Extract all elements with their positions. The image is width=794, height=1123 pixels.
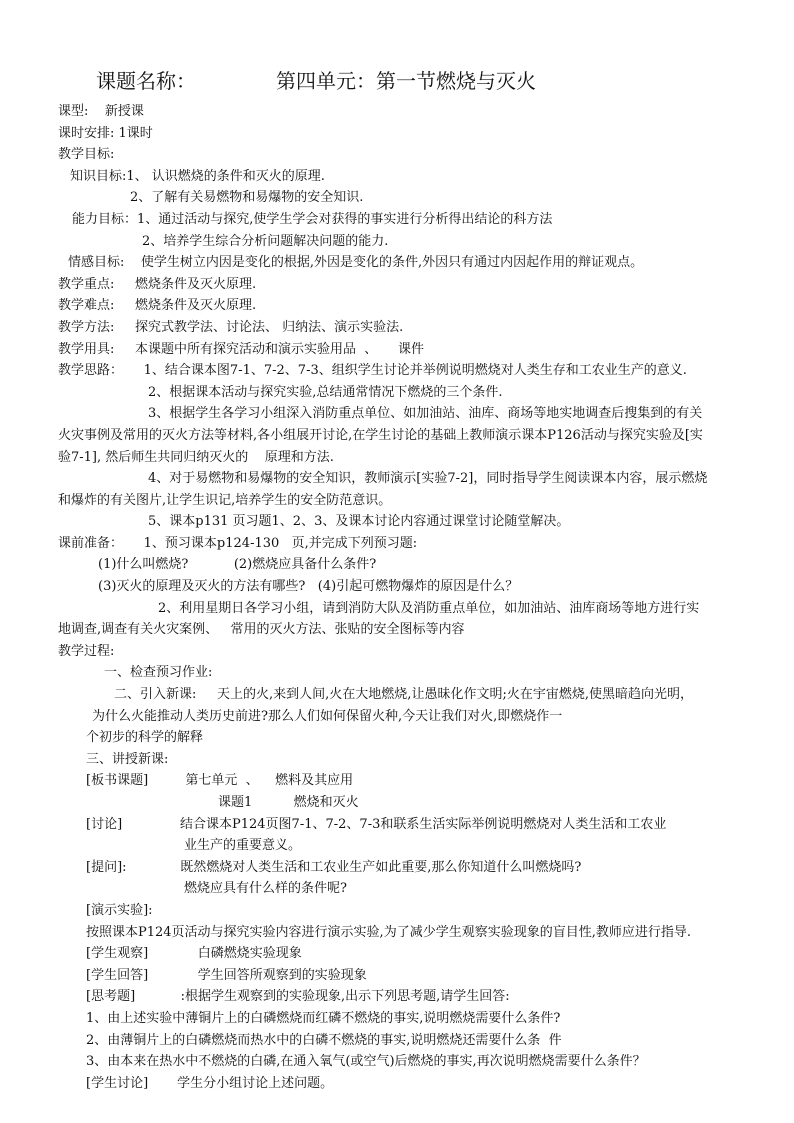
text-line: [学生回答] 学生回答所观察到的实验现象: [86, 967, 367, 983]
text-line: 一、检查预习作业:: [104, 665, 213, 681]
text-line: 2、根据课本活动与探究实验,总结通常情况下燃烧的三个条件.: [148, 384, 503, 400]
text-line: 火灾事例及常用的灭火方法等材料,各小组展开讨论,在学生讨论的基础上教师演示课本P126活动与探究实验及[实: [58, 427, 703, 443]
text-line: 3、根据学生各学习小组深入消防重点单位、如加油站、油库、商场等地实地调查后搜集到的有关: [148, 406, 703, 422]
text-line: 课题1 燃烧和灭火: [218, 795, 359, 810]
lesson-plan-body: [58, 101, 758, 1094]
text-line: 1、由上述实验中薄铜片上的白磷燃烧而红磷不燃烧的事实,说明燃烧需要什么条件?: [86, 1010, 561, 1026]
text-line: 2、由薄铜片上的白磷燃烧而热水中的白磷不燃烧的事实,说明燃烧还需要什么条 件: [86, 1032, 562, 1048]
text-line: 教学过程:: [58, 643, 115, 659]
text-line: 5、课本p131 页习题1、2、3、及课本讨论内容通过课堂讨论随堂解决。: [148, 514, 570, 530]
text-line: 2、了解有关易燃物和易爆物的安全知识.: [130, 190, 364, 206]
text-line: [学生讨论] 学生分小组讨论上述问题。: [86, 1075, 334, 1091]
text-line: 教学目标:: [58, 147, 115, 163]
text-line: 燃烧应具有什么样的条件呢?: [184, 881, 347, 897]
text-line: 二、引入新课: 天上的火,来到人间,火在大地燃烧,让愚昧化作文明;火在宇宙燃烧,使黑暗趋向光明，: [114, 687, 693, 703]
text-line: 教学方法: 探究式教学法、讨论法、 归纳法、演示实验法.: [58, 319, 404, 335]
text-line: [板书课题] 第七单元 、 燃料及其应用: [86, 773, 354, 789]
text-line: [演示实验]:: [86, 902, 153, 918]
text-line: 地调查,调查有关火灾案例、 常用的灭火方法、张贴的安全图标等内容: [58, 622, 465, 638]
text-line: 课时安排: 1课时: [58, 125, 153, 141]
text-line: 4、对于易燃物和易爆物的安全知识，教师演示[实验7-2]，同时指导学生阅读课本内容，展示燃烧: [148, 471, 708, 487]
text-line: (3)灭火的原理及灭火的方法有哪些? (4)引起可燃物爆炸的原因是什么？: [98, 579, 519, 595]
text-line: 2、培养学生综合分析问题解决问题的能力.: [142, 233, 389, 249]
text-line: 3、由本来在热水中不燃烧的白磷,在通入氧气(或空气)后燃烧的事实,再次说明燃烧需要什么条件？: [86, 1054, 646, 1070]
text-line: 课型: 新授课: [58, 104, 144, 119]
text-line: 知识目标:1、 认识燃烧的条件和灭火的原理.: [70, 168, 325, 184]
text-line: [思考题] :根据学生观察到的实验现象,出示下列思考题,请学生回答:: [86, 989, 510, 1005]
text-line: 教学用具: 本课题中所有探究活动和演示实验用品 、 课件: [58, 341, 424, 357]
text-line: 为什么火能推动人类历史前进?那么人们如何保留火种,今天让我们对火,即燃烧作一: [92, 708, 563, 724]
text-line: 个初步的科学的解释: [86, 730, 204, 746]
text-line: 教学重点: 燃烧条件及灭火原理.: [58, 276, 257, 292]
text-line: 业生产的重要意义。: [184, 838, 302, 854]
text-line: 验7-1], 然后师生共同归纳灭火的 原理和方法.: [58, 449, 334, 465]
title-label: 课题名称：: [96, 69, 196, 93]
text-line: 教学难点: 燃烧条件及灭火原理.: [58, 298, 257, 314]
text-line: [讨论] 结合课本P124页图7-1、7-2、7-3和联系生活实际举例说明燃烧对人类生活和工农业: [86, 816, 667, 832]
text-line: [提问]: 既然燃烧对人类生活和工农业生产如此重要,那么你知道什么叫燃烧吗?: [86, 859, 582, 875]
text-line: 教学思路： 1、结合课本图7-1、7-2、7-3、组织学生讨论并举例说明燃烧对人类生存和工农业生产的意义.: [58, 363, 687, 379]
text-line: 按照课本P124页活动与探究实验内容进行演示实验,为了减少学生观察实验现象的盲目性,教师应进行指导.: [86, 924, 691, 940]
text-line: [学生观察] 白磷燃烧实验现象: [86, 946, 302, 962]
text-line: (1)什么叫燃烧? (2)燃烧应具备什么条件?: [98, 557, 377, 573]
document-title-row: [96, 66, 746, 96]
text-line: 课前准备： 1、预习课本p124-130 页,并完成下列预习题:: [58, 535, 418, 551]
lesson-title: 第四单元：第一节燃烧与灭火: [276, 69, 536, 93]
text-line: 2、利用星期日各学习小组，请到消防大队及消防重点单位，如加油站、油库商场等地方进行实: [158, 600, 700, 616]
text-line: 三、讲授新课:: [86, 751, 169, 767]
text-line: 情感目标: 使学生树立内因是变化的根据,外因是变化的条件,外因只有通过内因起作用的辩证观点。: [68, 255, 644, 271]
text-line: 和爆炸的有关图片,让学生识记,培养学生的安全防范意识。: [58, 492, 392, 508]
text-line: 能力目标：1、通过活动与探究,使学生学会对获得的事实进行分析得出结论的科方法: [72, 211, 553, 227]
